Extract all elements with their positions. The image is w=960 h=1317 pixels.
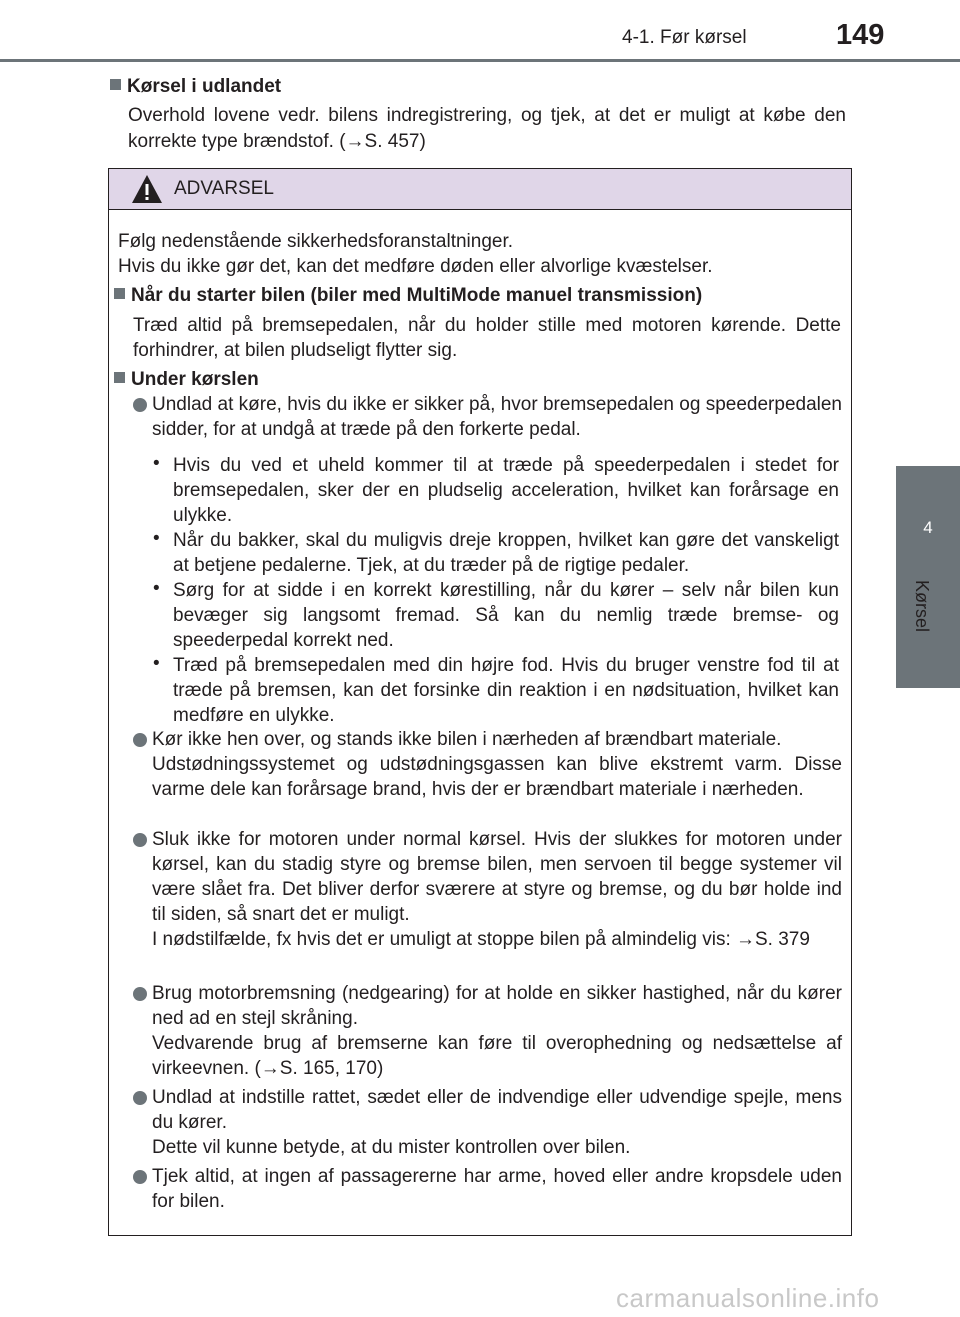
- intro-heading: [110, 76, 281, 98]
- section1-title: Når du starter bilen (biler med MultiMode manuel transmission): [131, 285, 703, 306]
- watermark: carmanualsonline.info: [616, 1283, 880, 1313]
- header-divider: [0, 59, 960, 62]
- item-2-body: Udstødningssystemet og udstødningsgassen kan blive ekstremt varm. Disse varme dele kan forårsage brand, hvis der er brændbart materiale i nærheden.: [152, 754, 842, 800]
- square-bullet-icon: [110, 79, 121, 90]
- item-1: Undlad at køre, hvis du ikke er sikker på, hvor bremsepedalen og speederpedalen sidder, for at undgå at træde på den forkerte pedal.: [152, 394, 842, 440]
- sub-item-2: Når du bakker, skal du muligvis dreje kroppen, hvilket kan gøre det vanskeligt at betjene pedalerne. Tjek, at du træder på de rigtige pedaler.: [173, 530, 839, 576]
- warning-header: [109, 169, 851, 210]
- item-5-p1: Undlad at indstille rattet, sædet eller de indvendige eller udvendige spejle, mens du kører.: [152, 1087, 842, 1133]
- sub-item-1: Hvis du ved et uheld kommer til at træde på speederpedalen i stedet for bremsepedalen, sker der en pludselig acceleration, hvilket kan forårsage en ulykke.: [173, 455, 839, 526]
- item-3-p2: I nødstilfælde, fx hvis det er umuligt at stoppe bilen på almindelig vis: →S. 379: [152, 929, 810, 950]
- section-title: 4-1. Før kørsel: [622, 27, 747, 48]
- square-bullet-icon: [114, 372, 125, 383]
- sub-bullet-icon: •: [153, 578, 160, 599]
- chapter-number: 4: [923, 518, 933, 537]
- round-bullet-icon: [133, 1091, 147, 1105]
- item-6: Tjek altid, at ingen af passagererne har arme, hoved eller andre kropsdele uden for bilen.: [152, 1166, 842, 1212]
- sub-bullet-icon: •: [153, 528, 160, 549]
- chapter-label: Kørsel: [912, 580, 932, 633]
- item-3-p1: Sluk ikke for motoren under normal kørsel. Hvis der slukkes for motoren under kørsel, kan du stadig styre og bremse bilen, men servoen til begge systemer vil være slået fra. Det bliver derfor sværere at styre og bremse, og du bør holde ind til siden, så snart det er muligt.: [152, 829, 842, 925]
- warning-intro-line2: Hvis du ikke gør det, kan det medføre døden eller alvorlige kvæstelser.: [118, 256, 713, 277]
- round-bullet-icon: [133, 833, 147, 847]
- round-bullet-icon: [133, 987, 147, 1001]
- section2-title: Under kørslen: [131, 369, 259, 390]
- intro-body: Overhold lovene vedr. bilens indregistrering, og tjek, at det er muligt at købe den korrekte type brændstof. (→S. 457): [128, 105, 846, 152]
- warning-box: [108, 168, 852, 1236]
- warning-title: ADVARSEL: [174, 178, 274, 199]
- section1-heading: [114, 283, 844, 308]
- item-4-p2: Vedvarende brug af bremserne kan føre til overophedning og nedsættelse af virkeevnen. (→S. 165, 170): [152, 1033, 842, 1079]
- chapter-label-container: [902, 580, 952, 660]
- page-number: 149: [836, 19, 885, 51]
- warning-intro-line1: Følg nedenstående sikkerhedsforanstaltninger.: [118, 231, 514, 252]
- intro-title-text: Kørsel i udlandet: [127, 76, 282, 97]
- round-bullet-icon: [133, 733, 147, 747]
- sub-bullet-icon: •: [153, 653, 160, 674]
- section2-heading: [114, 367, 844, 392]
- section1-body: Træd altid på bremsepedalen, når du holder stille med motoren kørende. Dette forhindrer, at bilen pludseligt flytter sig.: [133, 315, 841, 361]
- item-5-p2: Dette vil kunne betyde, at du mister kontrollen over bilen.: [152, 1137, 631, 1158]
- item-4-p1: Brug motorbremsning (nedgearing) for at holde en sikker hastighed, når du kører ned ad en stejl skråning.: [152, 983, 842, 1029]
- round-bullet-icon: [133, 398, 147, 412]
- square-bullet-icon: [114, 288, 125, 299]
- item-2-line1: Kør ikke hen over, og stands ikke bilen i nærheden af brændbart materiale.: [152, 729, 782, 750]
- sub-bullet-icon: •: [153, 453, 160, 474]
- warning-triangle-icon: [131, 174, 163, 204]
- round-bullet-icon: [133, 1170, 147, 1184]
- sub-item-3: Sørg for at sidde i en korrekt kørestilling, når du kører – selv når bilen kun bevæger sig langsomt fremad. Så kan du nemlig træde bremse- og speederpedal korrekt ned.: [173, 580, 839, 651]
- sub-item-4: Træd på bremsepedalen med din højre fod. Hvis du bruger venstre fod til at træde på bremsen, kan det forsinke din reaktion i en nødsituation, hvilket kan medføre en ulykke.: [173, 655, 839, 726]
